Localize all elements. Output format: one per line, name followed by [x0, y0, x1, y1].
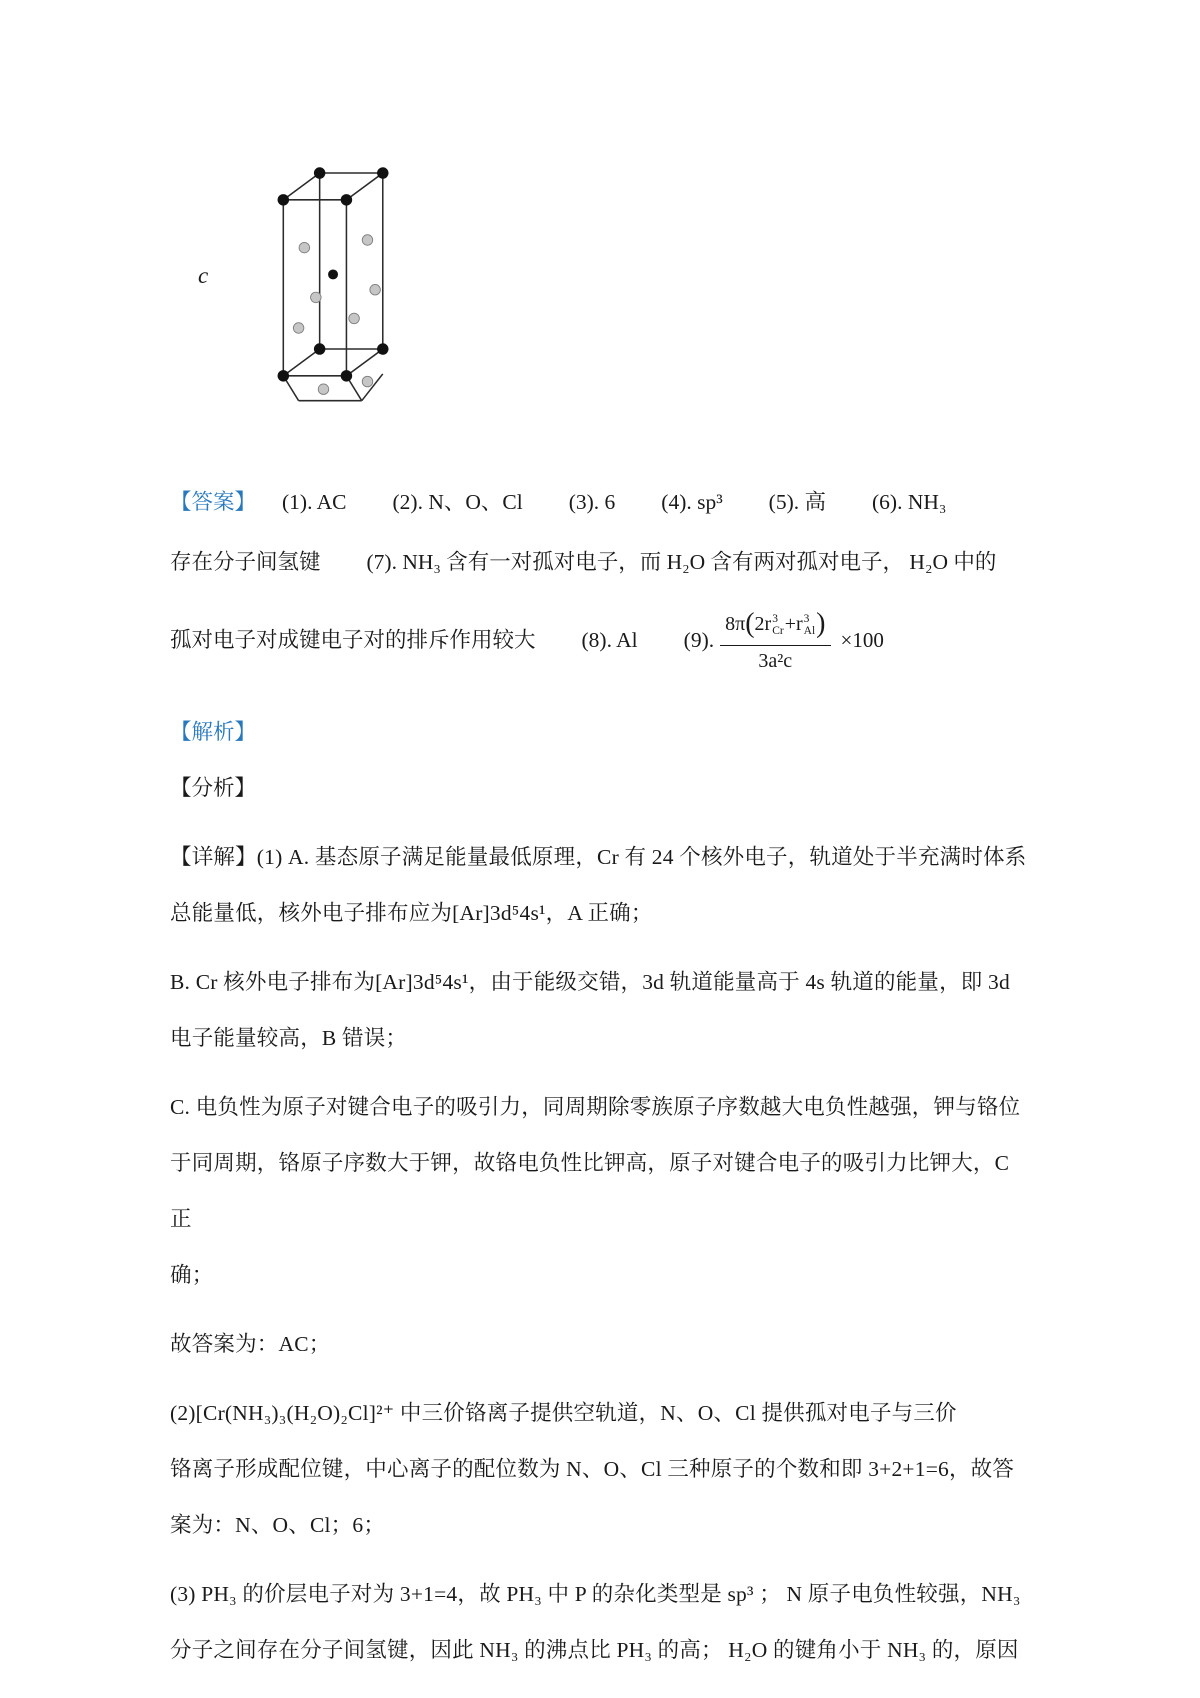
detail-paragraph-5 — [170, 1385, 1034, 1553]
jiexi-label: 【解析】 — [170, 720, 257, 744]
answer-item-9-label: (9). — [683, 628, 715, 652]
detail-line: 确； — [170, 1263, 214, 1287]
fenxi-label: 【分析】 — [170, 776, 257, 800]
detail-line: C. 电负性为原子对键合电子的吸引力，同周期除零族原子序数越大电负性越强，钾与铬位 — [170, 1095, 1021, 1119]
formula-suffix: ×100 — [840, 628, 884, 652]
detail-line: B. Cr 核外电子排布为[Ar]3d⁵4s¹，由于能级交错，3d 轨道能量高于 4s 轨道的能量，即 3d — [170, 970, 1010, 994]
formula-plus: + — [784, 612, 796, 635]
detail-line: 故答案为：AC； — [170, 1332, 331, 1356]
detail-line: 铬离子形成配位键，中心离子的配位数为 N、O、Cl 三种原子的个数和即 3+2+1=6，故答 — [170, 1457, 1015, 1481]
formula-open-paren: ( — [745, 607, 755, 639]
formula-term2-base: r — [796, 612, 803, 635]
answer-label: 【答案】 — [170, 490, 257, 514]
answer-item-3: (3). 6 — [568, 490, 616, 514]
answer-line-3-lead: 孤对电子对成键电子对的排斥作用较大 — [170, 628, 536, 652]
formula-numerator — [720, 607, 830, 646]
formula-term1-sub: Cr — [772, 625, 784, 637]
detail-line: 电子能量较高，B 错误； — [170, 1026, 408, 1050]
detail-paragraph-1 — [170, 829, 1034, 941]
detail-paragraph-2 — [170, 954, 1034, 1066]
detail-line: 案为：N、O、Cl；6； — [170, 1513, 386, 1537]
answer-line-3 — [170, 592, 1034, 688]
crystal-structure-figure — [198, 140, 1034, 428]
answer-formula-fraction — [720, 607, 830, 674]
formula-denominator: 3a²c — [758, 649, 793, 672]
detail-line: 分子之间存在分子间氢键，因此 NH₃ 的沸点比 PH₃ 的高； H₂O 的键角小于 NH₃ 的，原因 — [170, 1638, 1019, 1662]
formula-term1-sup: 3 — [772, 612, 778, 625]
answer-item-4: (4). sp³ — [661, 490, 723, 514]
detail-line: (3) PH₃ 的价层电子对为 3+1=4，故 PH₃ 中 P 的杂化类型是 sp³ ； N 原子电负性较强，NH₃ — [170, 1582, 1021, 1606]
answer-item-7: (7). NH₃ 含有一对孤对电子，而 H₂O 含有两对孤对电子， H₂O 中的 — [366, 550, 997, 574]
detail-paragraph-3 — [170, 1079, 1034, 1303]
answer-item-6: (6). NH₃ — [872, 490, 947, 514]
axis-c-label: c — [198, 263, 209, 288]
formula-close-paren: ) — [816, 607, 826, 639]
formula-term2-supsub — [804, 613, 816, 637]
detail-line: 于同周期，铬原子序数大于钾，故铬电负性比钾高，原子对键合电子的吸引力比钾大，C 正 — [170, 1151, 1010, 1231]
answer-item-5: (5). 高 — [768, 490, 826, 514]
detail-line: 【详解】(1) A. 基态原子满足能量最低原理，Cr 有 24 个核外电子，轨道处于半充满时体系 — [170, 845, 1027, 869]
formula-term1-base: 2r — [754, 612, 772, 635]
unit-cell-drawing — [224, 140, 444, 428]
formula-term1-supsub — [772, 613, 784, 637]
detail-line: (2)[Cr(NH₃)₃(H₂O)₂Cl]²⁺ 中三价铬离子提供空轨道，N、O、Cl 提供孤对电子与三价 — [170, 1401, 957, 1425]
detail-paragraph-4 — [170, 1316, 1034, 1372]
answer-line-2-lead: 存在分子间氢键 — [170, 550, 321, 574]
detail-line: 总能量低，核外电子排布应为[Ar]3d⁵4s¹，A 正确； — [170, 901, 653, 925]
formula-term2-sub: Al — [803, 625, 816, 637]
formula-term2-sup: 3 — [803, 612, 810, 625]
answer-item-2: (2). N、O、Cl — [392, 490, 523, 514]
answer-line-2 — [170, 532, 1034, 592]
answer-section — [170, 472, 1034, 688]
detail-paragraph-6 — [170, 1566, 1034, 1678]
answer-item-1: (1). AC — [282, 490, 347, 514]
formula-coefficient: 8π — [725, 612, 746, 635]
answer-line-1 — [170, 472, 1034, 532]
answer-item-8: (8). Al — [581, 628, 638, 652]
